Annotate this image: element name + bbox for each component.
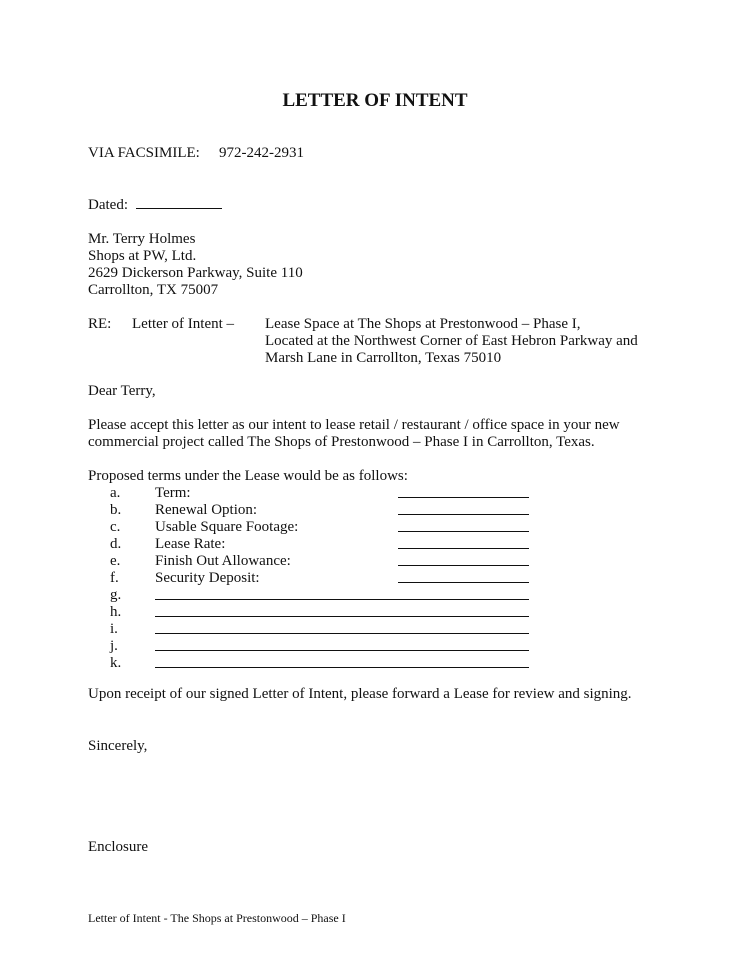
term-label: Finish Out Allowance:	[155, 553, 291, 569]
term-letter: b.	[110, 502, 122, 518]
intro-line-1: Please accept this letter as our intent to lease retail / restaurant / office space in your new	[88, 417, 620, 433]
term-blank	[398, 514, 529, 515]
blank-term-letter: k.	[110, 655, 122, 671]
re-label: RE:	[88, 316, 112, 332]
page-footer: Letter of Intent - The Shops at Prestonwood – Phase I	[88, 911, 346, 925]
term-letter: e.	[110, 553, 121, 569]
term-letter: a.	[110, 485, 121, 501]
recipient-street: 2629 Dickerson Parkway, Suite 110	[88, 265, 303, 281]
term-label: Security Deposit:	[155, 570, 260, 586]
dated-label: Dated:	[88, 197, 128, 213]
closing-request: Upon receipt of our signed Letter of Intent, please forward a Lease for review and signing.	[88, 686, 632, 702]
re-line-2: Located at the Northwest Corner of East Hebron Parkway and	[265, 333, 638, 349]
salutation: Dear Terry,	[88, 383, 156, 399]
blank-term-line	[155, 616, 529, 617]
fax-number: 972-242-2931	[219, 145, 304, 161]
recipient-city: Carrollton, TX 75007	[88, 282, 219, 298]
blank-term-letter: i.	[110, 621, 118, 637]
blank-term-line	[155, 650, 529, 651]
blank-term-letter: g.	[110, 587, 122, 603]
term-letter: c.	[110, 519, 121, 535]
term-blank	[398, 497, 529, 498]
term-label: Term:	[155, 485, 191, 501]
term-label: Usable Square Footage:	[155, 519, 299, 535]
re-line-1: Lease Space at The Shops at Prestonwood – Phase I,	[265, 316, 581, 332]
term-letter: d.	[110, 536, 122, 552]
document-title: LETTER OF INTENT	[282, 90, 468, 111]
blank-term-letter: j.	[110, 638, 118, 654]
re-line-3: Marsh Lane in Carrollton, Texas 75010	[265, 350, 502, 366]
term-label: Lease Rate:	[155, 536, 226, 552]
dated-line	[88, 197, 222, 214]
term-label: Renewal Option:	[155, 502, 258, 518]
enclosure-note: Enclosure	[88, 839, 148, 855]
fax-label: VIA FACSIMILE:	[88, 145, 200, 161]
term-blank	[398, 565, 529, 566]
dated-blank	[136, 208, 222, 209]
blank-term-line	[155, 667, 529, 668]
blank-term-line	[155, 633, 529, 634]
term-blank	[398, 582, 529, 583]
term-blank	[398, 531, 529, 532]
recipient-name: Mr. Terry Holmes	[88, 231, 196, 247]
intro-line-2: commercial project called The Shops of Prestonwood – Phase I in Carrollton, Texas.	[88, 434, 595, 450]
term-letter: f.	[110, 570, 119, 586]
blank-term-line	[155, 599, 529, 600]
recipient-company: Shops at PW, Ltd.	[88, 248, 197, 264]
blank-term-letter: h.	[110, 604, 122, 620]
re-subject: Letter of Intent –	[132, 316, 235, 332]
term-blank	[398, 548, 529, 549]
sign-off: Sincerely,	[88, 738, 148, 754]
terms-intro: Proposed terms under the Lease would be as follows:	[88, 468, 408, 484]
